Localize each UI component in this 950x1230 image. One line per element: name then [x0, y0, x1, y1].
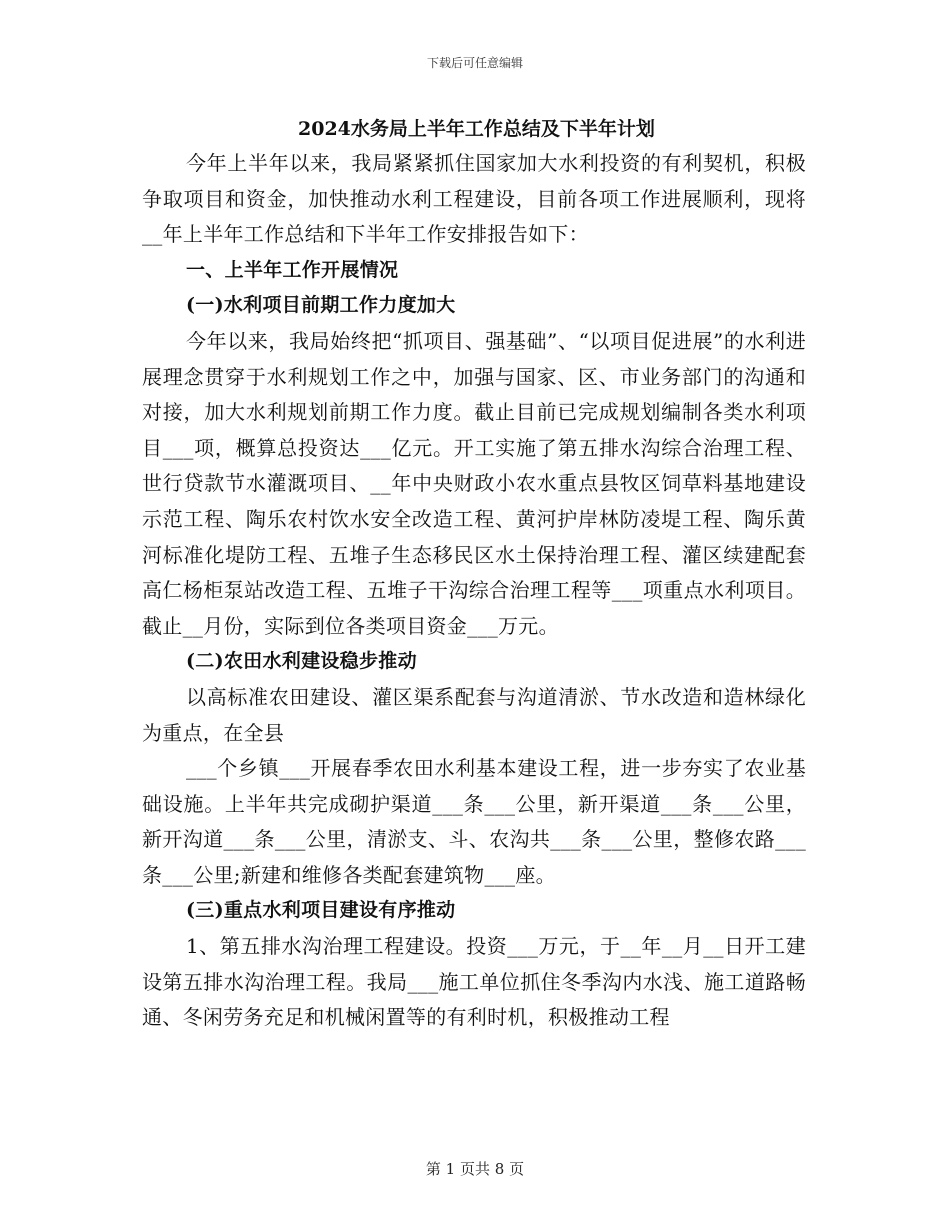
subsection-3-paragraph: 1、第五排水沟治理工程建设。投资___万元，于__年__月__日开工建设第五排水沟治理工程。我局___施工单位抓住冬季沟内水浅、施工道路畅通、冬闲劳务充足和机械闲置等的有利时机，积极推动工程: [142, 934, 806, 1030]
intro-paragraph: 今年上半年以来，我局紧紧抓住国家加大水利投资的有利契机，积极争取项目和资金，加快推动水利工程建设，目前各项工作进展顺利，现将__年上半年工作总结和下半年工作安排报告如下：: [142, 151, 806, 247]
page-footer-number: 第 1 页共 8 页: [425, 1160, 525, 1178]
subsection-heading-3: (三)重点水利项目建设有序推动: [186, 899, 456, 922]
section-heading-1: 一、上半年工作开展情况: [186, 258, 399, 281]
subsection-2-paragraph-1: 以高标准农田建设、灌区渠系配套与沟道清淤、节水改造和造林绿化为重点，在全县: [142, 684, 806, 745]
subsection-heading-2: (二)农田水利建设稳步推动: [186, 650, 417, 673]
document-title: 2024水务局上半年工作总结及下半年计划: [298, 118, 655, 140]
page-header-note: 下载后可任意编辑: [426, 56, 523, 70]
subsection-2-paragraph-2: ___个乡镇___开展春季农田水利基本建设工程，进一步夯实了农业基础设施。上半年共完成砌护渠道___条___公里，新开渠道___条___公里，新开沟道___条___公里，清淤支、斗、农沟共___条___公里，整修农路___条___公里;新建和维修各类配套建筑物___座。: [142, 756, 806, 887]
document-body: [142, 112, 806, 1036]
subsection-1-paragraph: 今年以来，我局始终把“抓项目、强基础”、“以项目促进展”的水利进展理念贯穿于水利规划工作之中，加强与国家、区、市业务部门的沟通和对接，加大水利规划前期工作力度。截止目前已完成规划编制各类水利项目___项，概算总投资达___亿元。开工实施了第五排水沟综合治理工程、世行贷款节水灌溉项目、__年中央财政小农水重点县牧区饲草料基地建设示范工程、陶乐农村饮水安全改造工程、黄河护岸林防凌堤工程、陶乐黄河标准化堤防工程、五堆子生态移民区水土保持治理工程、灌区续建配套高仁杨柜泵站改造工程、五堆子干沟综合治理工程等___项重点水利项目。截止__月份，实际到位各类项目资金___万元。: [142, 328, 806, 638]
subsection-heading-1: (一)水利项目前期工作力度加大: [186, 294, 456, 317]
